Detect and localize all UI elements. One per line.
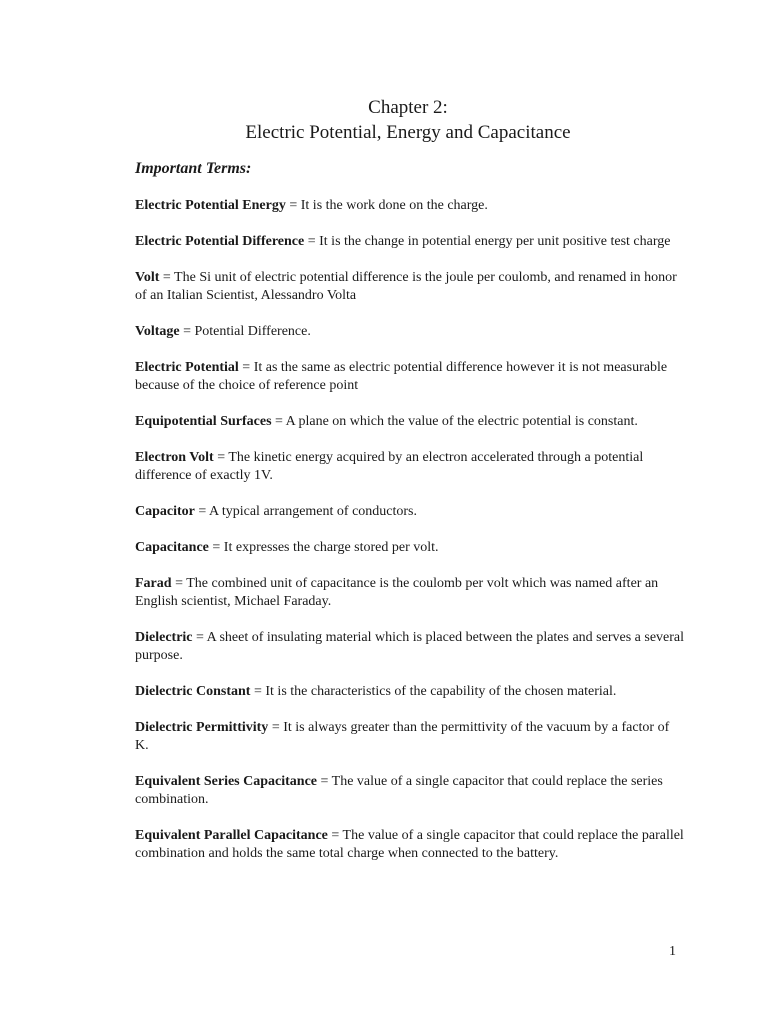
term-entry (135, 197, 685, 215)
term-name: Capacitance (135, 540, 209, 555)
term-entry (135, 539, 685, 557)
term-separator: = (268, 720, 284, 735)
term-definition: The Si unit of electric potential difference is the joule per coulomb, and renamed in honor of an Italian Scientist, Alessandro Volta (135, 270, 677, 303)
term-entry (135, 449, 685, 485)
term-definition: It is the work done on the charge. (300, 198, 488, 213)
term-name: Equivalent Parallel Capacitance (135, 828, 328, 843)
term-definition: The value of a single capacitor that could replace the parallel combination and holds the same total charge when connected to the battery. (135, 828, 684, 861)
page-number: 1 (669, 944, 676, 959)
term-name: Capacitor (135, 504, 195, 519)
term-name: Electron Volt (135, 450, 214, 465)
term-entry (135, 359, 685, 395)
term-definition: The value of a single capacitor that could replace the series combination. (135, 774, 663, 807)
term-separator: = (271, 414, 286, 429)
term-separator: = (208, 540, 224, 555)
term-definition: It expresses the charge stored per volt. (223, 540, 439, 555)
term-separator: = (250, 684, 266, 699)
term-separator: = (317, 774, 332, 789)
term-definition: It is the change in potential energy per unit positive test charge (319, 234, 671, 249)
term-separator: = (194, 504, 210, 519)
term-separator: = (327, 828, 343, 843)
term-separator: = (192, 630, 207, 645)
term-name: Electric Potential (135, 360, 239, 375)
term-name: Electric Potential Difference (135, 234, 305, 249)
term-definition: Potential Difference. (194, 324, 311, 339)
term-separator: = (159, 270, 175, 285)
term-definition: It is the characteristics of the capability of the chosen material. (265, 684, 617, 699)
term-entry (135, 719, 685, 755)
term-definition: A sheet of insulating material which is placed between the plates and serves a several purpose. (135, 630, 685, 663)
section-heading: Important Terms: (135, 160, 252, 177)
term-name: Farad (135, 576, 172, 591)
term-entry (135, 269, 685, 305)
term-separator: = (304, 234, 320, 249)
term-definition: It as the same as electric potential difference however it is not measurable because of the choice of reference point (135, 360, 668, 393)
term-entry (135, 683, 685, 701)
term-name: Dielectric Permittivity (135, 720, 269, 735)
term-definition: The combined unit of capacitance is the coulomb per volt which was named after an English scientist, Michael Faraday. (135, 576, 659, 609)
term-entry (135, 503, 685, 521)
term-definition: A plane on which the value of the electric potential is constant. (285, 414, 638, 429)
chapter-name: Electric Potential, Energy and Capacitance (245, 122, 571, 143)
term-definition: A typical arrangement of conductors. (209, 504, 417, 519)
term-name: Equivalent Series Capacitance (135, 774, 317, 789)
term-separator: = (285, 198, 301, 213)
term-entry (135, 233, 685, 251)
term-entry (135, 827, 685, 863)
term-name: Electric Potential Energy (135, 198, 286, 213)
term-separator: = (213, 450, 229, 465)
term-definition: It is always greater than the permittivity of the vacuum by a factor of K. (135, 720, 670, 753)
term-name: Equipotential Surfaces (135, 414, 272, 429)
term-definition: The kinetic energy acquired by an electron accelerated through a potential difference of exactly 1V. (135, 450, 644, 483)
term-name: Voltage (135, 324, 180, 339)
term-entry (135, 413, 685, 431)
terms-list (135, 197, 685, 881)
term-separator: = (238, 360, 254, 375)
term-name: Dielectric Constant (135, 684, 251, 699)
term-name: Dielectric (135, 630, 193, 645)
term-name: Volt (135, 270, 160, 285)
term-separator: = (171, 576, 187, 591)
term-separator: = (179, 324, 195, 339)
term-entry (135, 629, 685, 665)
term-entry (135, 575, 685, 611)
chapter-title (0, 95, 768, 145)
term-entry (135, 773, 685, 809)
term-entry (135, 323, 685, 341)
chapter-number: Chapter 2: (368, 97, 448, 118)
